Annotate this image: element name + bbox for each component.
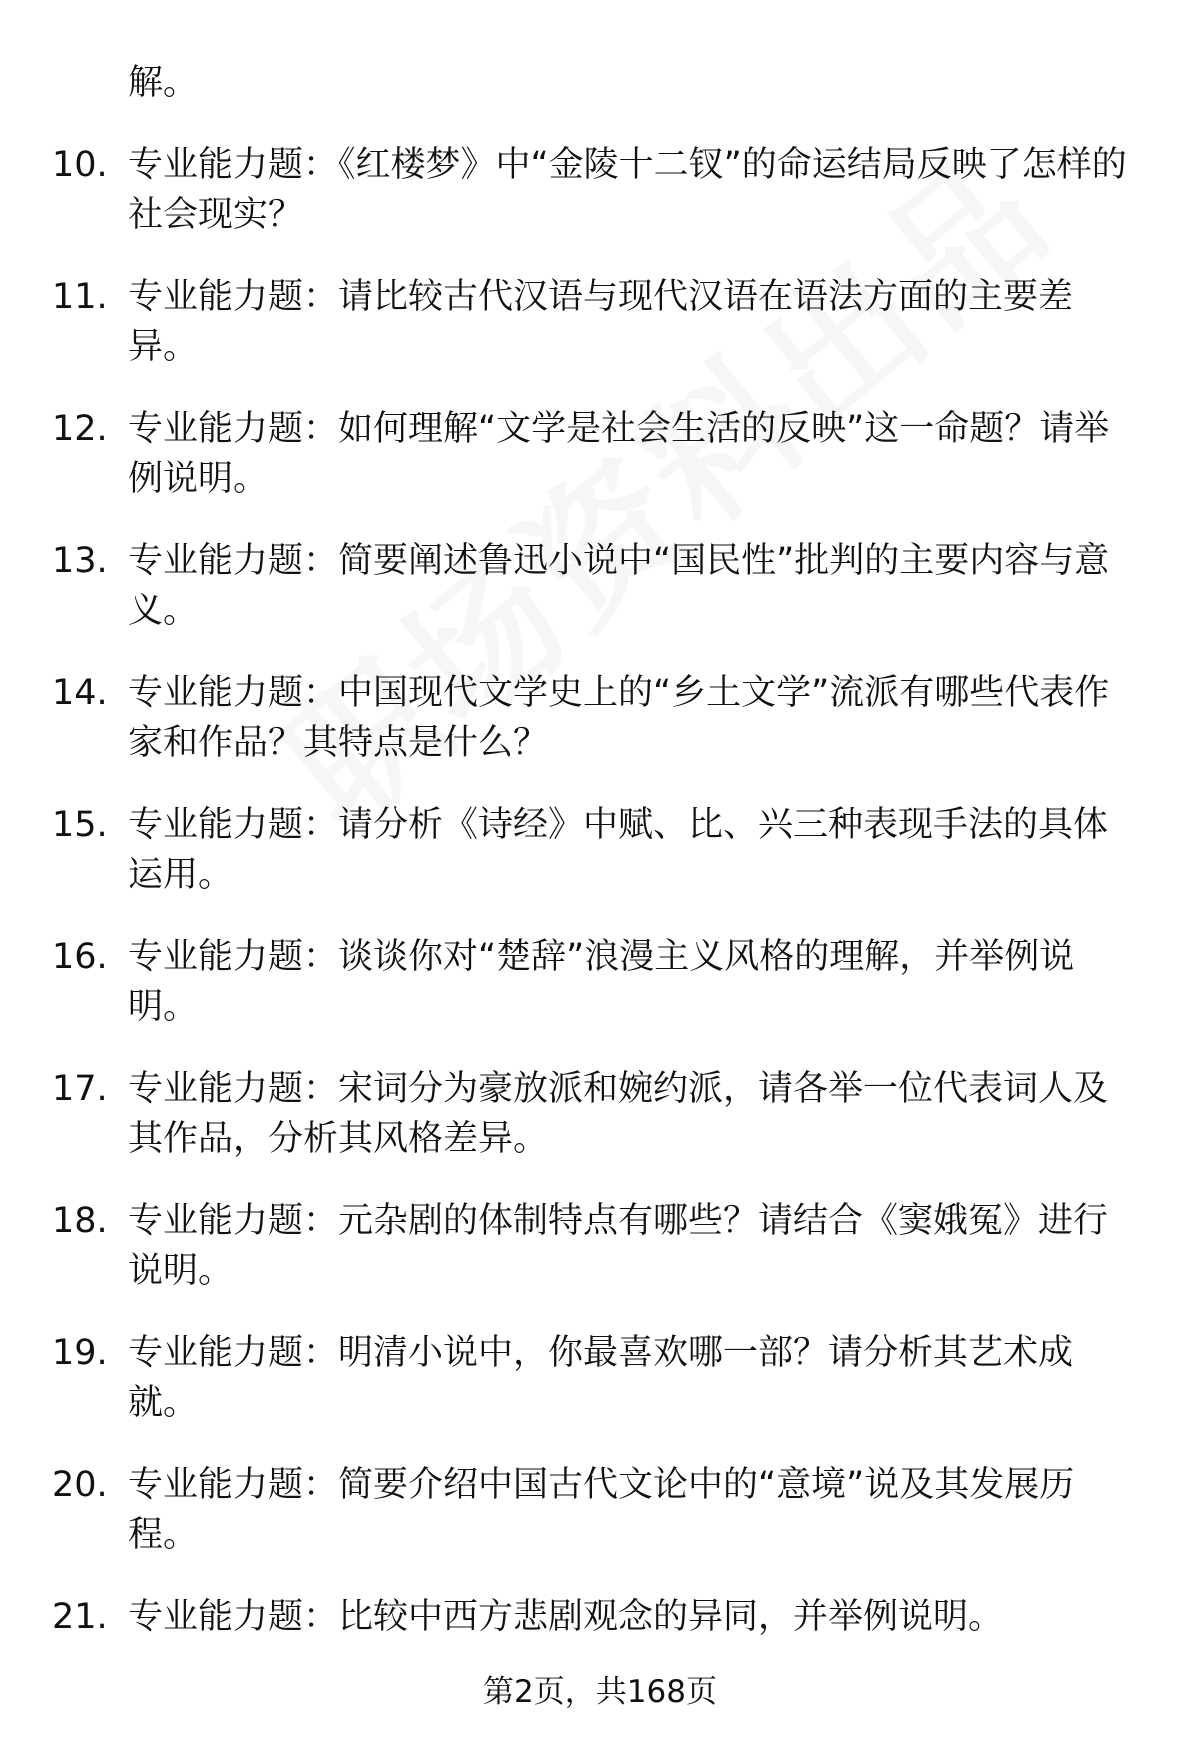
question-text: 专业能力题：明清小说中，你最喜欢哪一部？请分析其艺术成就。: [128, 1333, 1074, 1423]
question-item: [0, 536, 1200, 668]
question-text: 专业能力题：简要介绍中国古代文论中的“意境”说及其发展历程。: [128, 1465, 1075, 1555]
question-item: [0, 1460, 1200, 1592]
question-text: 专业能力题：如何理解“文学是社会生活的反映”这一命题？请举例说明。: [128, 409, 1110, 499]
continued-text: 解。: [128, 63, 199, 103]
question-number: 14.: [52, 673, 108, 713]
question-number: 15.: [52, 805, 108, 845]
question-item: [0, 1328, 1200, 1460]
question-item: [0, 140, 1200, 272]
question-number: 16.: [52, 937, 108, 977]
question-number: 20.: [52, 1465, 108, 1505]
question-item: [0, 800, 1200, 932]
question-item: [0, 668, 1200, 800]
question-item: [0, 1196, 1200, 1328]
question-text: 专业能力题：比较中西方悲剧观念的异同，并举例说明。: [128, 1597, 1004, 1637]
page-footer: 第2页，共168页: [483, 1674, 717, 1710]
question-item: [0, 404, 1200, 536]
question-item: [0, 272, 1200, 404]
question-text: 专业能力题：请分析《诗经》中赋、比、兴三种表现手法的具体运用。: [128, 805, 1109, 895]
question-number: 21.: [52, 1597, 108, 1637]
question-text: 专业能力题：宋词分为豪放派和婉约派，请各举一位代表词人及其作品，分析其风格差异。: [128, 1069, 1109, 1159]
question-text: 专业能力题：《红楼梦》中“金陵十二钗”的命运结局反映了怎样的社会现实？: [128, 145, 1127, 235]
question-item: [0, 932, 1200, 1064]
question-list: [0, 140, 1200, 1724]
question-number: 19.: [52, 1333, 108, 1373]
question-number: 11.: [52, 277, 108, 317]
question-number: 13.: [52, 541, 108, 581]
question-number: 17.: [52, 1069, 108, 1109]
question-text: 专业能力题：元杂剧的体制特点有哪些？请结合《窦娥冤》进行说明。: [128, 1201, 1109, 1291]
question-number: 10.: [52, 145, 108, 185]
question-text: 专业能力题：中国现代文学史上的“乡土文学”流派有哪些代表作家和作品？其特点是什么？: [128, 673, 1110, 763]
question-text: 专业能力题：请比较古代汉语与现代汉语在语法方面的主要差异。: [128, 277, 1074, 367]
question-item: [0, 1064, 1200, 1196]
question-number: 12.: [52, 409, 108, 449]
question-text: 专业能力题：谈谈你对“楚辞”浪漫主义风格的理解，并举例说明。: [128, 937, 1075, 1027]
question-number: 18.: [52, 1201, 108, 1241]
question-text: 专业能力题：简要阐述鲁迅小说中“国民性”批判的主要内容与意义。: [128, 541, 1110, 631]
